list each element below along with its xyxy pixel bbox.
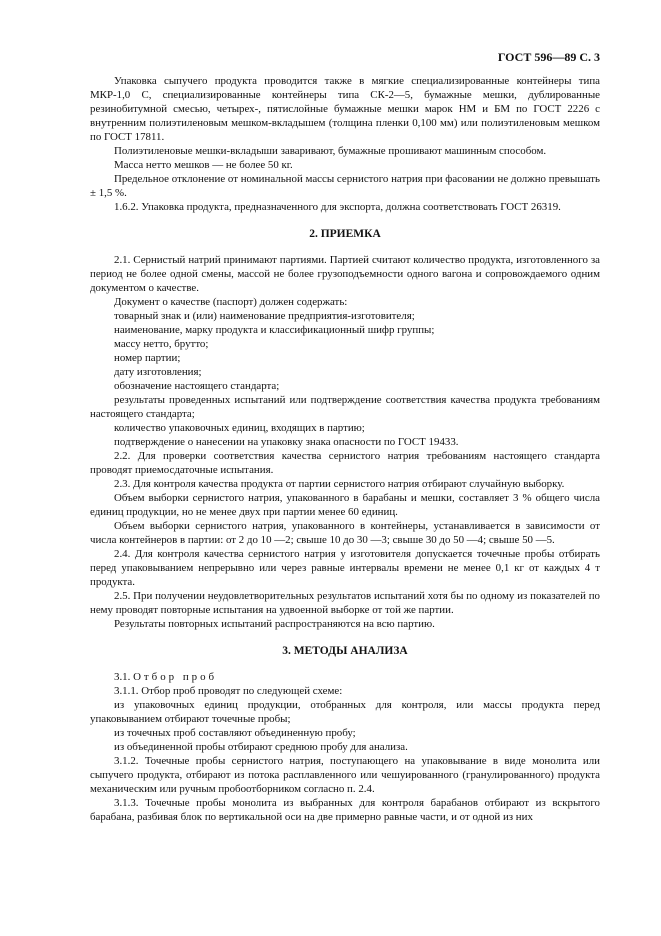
paragraph: из точечных проб составляют объединенную пробу; (114, 727, 356, 739)
paragraph: Полиэтиленовые мешки-вкладыши заваривают, бумажные прошивают машинным способом. (114, 145, 547, 157)
document-page (90, 50, 600, 824)
paragraph: обозначение настоящего стандарта; (114, 380, 280, 392)
paragraph: 2.1. Сернистый натрий принимают партиями. Партией считают количество продукта, изготовленного за период не более одной смены, массой не более грузоподъемности одного вагона и сопровождаемого одним документом о качестве. (90, 254, 600, 294)
paragraph: наименование, марку продукта и классификационный шифр группы; (114, 324, 435, 336)
paragraph: Упаковка сыпучего продукта проводится также в мягкие специализированные контейнеры типа МКР-1,0 С, специализированные контейнеры типа СК-2—5, бумажные мешки, дублированные резинобитумной смесью, четырех-, пятислойные бумажные мешки марок НМ и БМ по ГОСТ 2226 с внутренним полиэтиленовым мешком-вкладышем (толщина пленки 0,100 мм) или полиэтиленовым мешком по ГОСТ 17811. (90, 75, 600, 143)
paragraph: результаты проведенных испытаний или подтверждение соответствия качества продукта требованиям настоящего стандарта; (90, 394, 600, 420)
paragraph: Предельное отклонение от номинальной массы сернистого натрия при фасовании не должно превышать ± 1,5 %. (90, 173, 600, 199)
paragraph: 2.3. Для контроля качества продукта от партии сернистого натрия отбирают случайную выборку. (114, 478, 565, 490)
paragraph: 1.6.2. Упаковка продукта, предназначенного для экспорта, должна соответствовать ГОСТ 26319. (114, 201, 561, 213)
paragraph: 2.5. При получении неудовлетворительных результатов испытаний хотя бы по одному из показателей по нему проводят повторные испытания на удвоенной выборке от той же партии. (90, 590, 600, 616)
page-header: ГОСТ 596—89 С. 3 (497, 50, 600, 64)
paragraph: Результаты повторных испытаний распространяются на всю партию. (114, 618, 435, 630)
paragraph: Объем выборки сернистого натрия, упакованного в контейнеры, устанавливается в зависимости от числа контейнеров в партии: от 2 до 10 —2; свыше 10 до 30 —3; свыше 30 до 50 —4; свыше 50 —5. (90, 520, 600, 546)
paragraph: дату изготовления; (114, 366, 202, 378)
paragraph: 3.1.2. Точечные пробы сернистого натрия, поступающего на упаковывание в виде монолита или сыпучего продукта, отбирают из потока расплавленного или чешуированного (гранулированного) продукта механическим или ручным пробоотборником согласно п. 2.4. (90, 755, 600, 795)
paragraph: из объединенной пробы отбирают среднюю пробу для анализа. (114, 741, 408, 753)
section-heading: 2. ПРИЕМКА (309, 228, 381, 240)
paragraph: Масса нетто мешков — не более 50 кг. (114, 159, 293, 171)
section-heading: 3. МЕТОДЫ АНАЛИЗА (282, 645, 408, 657)
subsection-title (90, 670, 600, 684)
subsection-title-text: Отбор проб (133, 671, 218, 683)
paragraph: 3.1.1. Отбор проб проводят по следующей схеме: (114, 685, 343, 697)
paragraph: 3.1.3. Точечные пробы монолита из выбранных для контроля барабанов отбирают из вскрытого барабана, разбивая блок по вертикальной оси на две примерно равные части, и от одной из них (90, 797, 600, 823)
paragraph: из упаковочных единиц продукции, отобранных для контроля, или массы продукта перед упаковыванием отбирают точечные пробы; (90, 699, 600, 725)
paragraph: 2.4. Для контроля качества сернистого натрия у изготовителя допускается точечные пробы отбирать перед упаковыванием непрерывно или через равные интервалы времени не менее 0,1 кг от каждых 4 т продукта. (90, 548, 600, 588)
paragraph: 2.2. Для проверки соответствия качества сернистого натрия требованиям настоящего стандарта проводят приемосдаточные испытания. (90, 450, 600, 476)
paragraph: подтверждение о нанесении на упаковку знака опасности по ГОСТ 19433. (114, 436, 459, 448)
paragraph: Документ о качестве (паспорт) должен содержать: (114, 296, 348, 308)
document-body (90, 74, 600, 824)
paragraph: товарный знак и (или) наименование предприятия-изготовителя; (114, 310, 415, 322)
paragraph: Объем выборки сернистого натрия, упакованного в барабаны и мешки, составляет 3 % общего числа единиц продукции, но не менее двух при партии менее 60 единиц. (90, 492, 600, 518)
paragraph: количество упаковочных единиц, входящих в партию; (114, 422, 365, 434)
paragraph: номер партии; (114, 352, 181, 364)
subsection-number: 3.1. (114, 671, 134, 683)
paragraph: массу нетто, брутто; (114, 338, 209, 350)
